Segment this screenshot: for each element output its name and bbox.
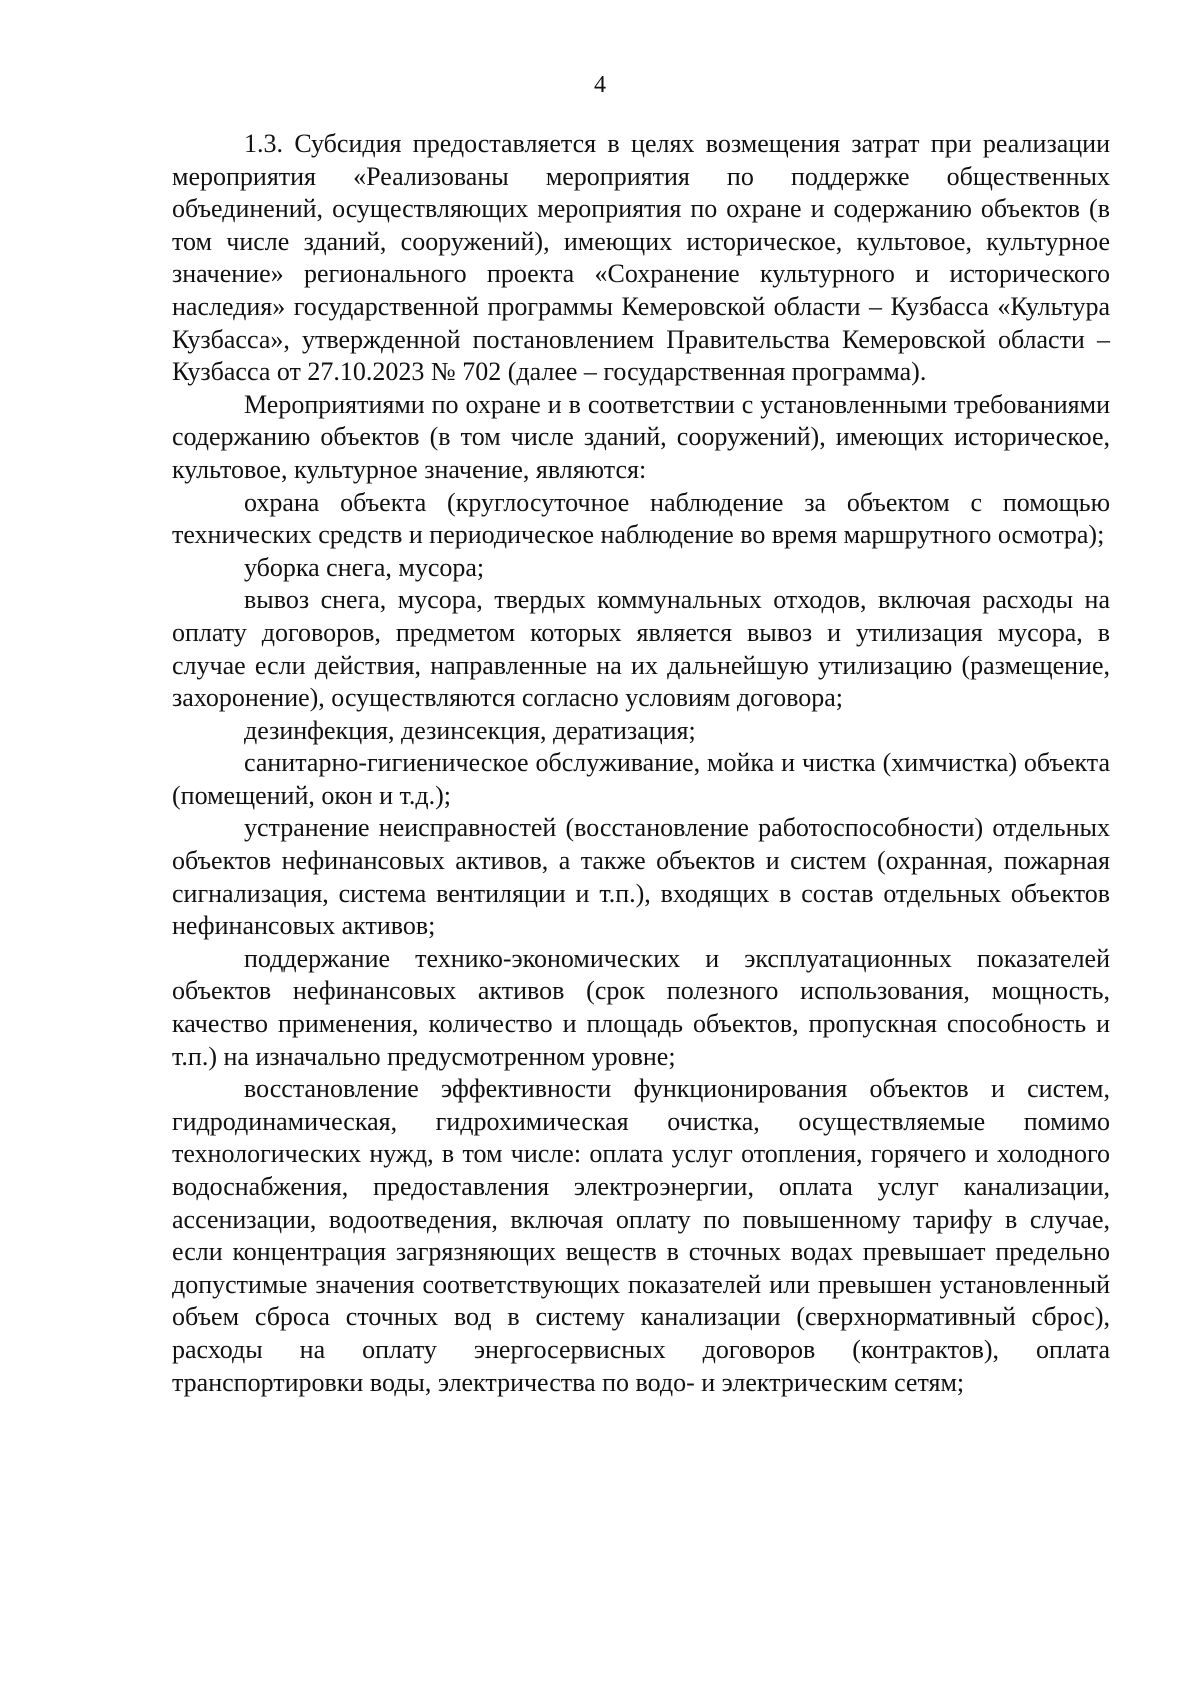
list-item-snow-cleaning: уборка снега, мусора; bbox=[244, 552, 485, 582]
list-item-waste-removal: вывоз снега, мусора, твердых коммунальных отходов, включая расходы на оплату договоров, предметом которых является вывоз и утилизация мусора, в случае если действия, направленные на их дальнейшую утилизацию (размещение, захоронение), осуществляются согласно условиям договора; bbox=[172, 585, 1110, 713]
list-item-efficiency-restoration: восстановление эффективности функционирования объектов и систем, гидродинамическая, гидрохимическая очистка, осуществляемые помимо технологических нужд, в том числе: оплата услуг отопления, горячего и холодного водоснабжения, предоставления электроэнергии, оплата услуг канализации, ассенизации, водоотведения, включая оплату по повышенному тарифу в случае, если концентрация загрязняющих веществ в сточных водах превышает предельно допустимые значения соответствующих показателей или превышен установленный объем сброса сточных вод в систему канализации (сверхнормативный сброс), расходы на оплату энергосервисных договоров (контрактов), оплата транспортировки воды, электричества по водо- и электрическим сетям; bbox=[172, 1074, 1110, 1397]
list-item-fault-repair: устранение неисправностей (восстановление работоспособности) отдельных объектов нефинансовых активов, а также объектов и систем (охранная, пожарная сигнализация, система вентиляции и т.п.), входящих в состав отдельных объектов нефинансовых активов; bbox=[172, 813, 1110, 941]
document-body bbox=[172, 128, 1110, 1399]
list-item-sanitary-service: санитарно-гигиеническое обслуживание, мойка и чистка (химчистка) объекта (помещений, окон и т.д.); bbox=[172, 748, 1110, 810]
paragraph-measures-intro: Мероприятиями по охране и в соответствии с установленными требованиями содержанию объектов (в том числе зданий, сооружений), имеющих историческое, культовое, культурное значение, являются: bbox=[172, 389, 1110, 484]
page-number: 4 bbox=[594, 72, 606, 98]
list-item-maintenance: поддержание технико-экономических и эксплуатационных показателей объектов нефинансовых активов (срок полезного использования, мощность, качество применения, количество и площадь объектов, пропускная способность и т.п.) на изначально предусмотренном уровне; bbox=[172, 943, 1110, 1071]
list-item-object-security: охрана объекта (круглосуточное наблюдение за объектом с помощью технических средств и периодическое наблюдение во время маршрутного осмотра); bbox=[172, 487, 1110, 550]
paragraph-subsidy-purpose: 1.3. Субсидия предоставляется в целях возмещения затрат при реализации мероприятия «Реализованы мероприятия по поддержке общественных объединений, осуществляющих мероприятия по охране и содержанию объектов (в том числе зданий, сооружений), имеющих историческое, культовое, культурное значение» регионального проекта «Сохранение культурного и исторического наследия» государственной программы Кемеровской области – Кузбасса «Культура Кузбасса», утвержденной постановлением Правительства Кемеровской области – Кузбасса от 27.10.2023 № 702 (далее – государственная программа). bbox=[172, 129, 1110, 387]
list-item-disinfection: дезинфекция, дезинсекция, дератизация; bbox=[244, 715, 696, 745]
